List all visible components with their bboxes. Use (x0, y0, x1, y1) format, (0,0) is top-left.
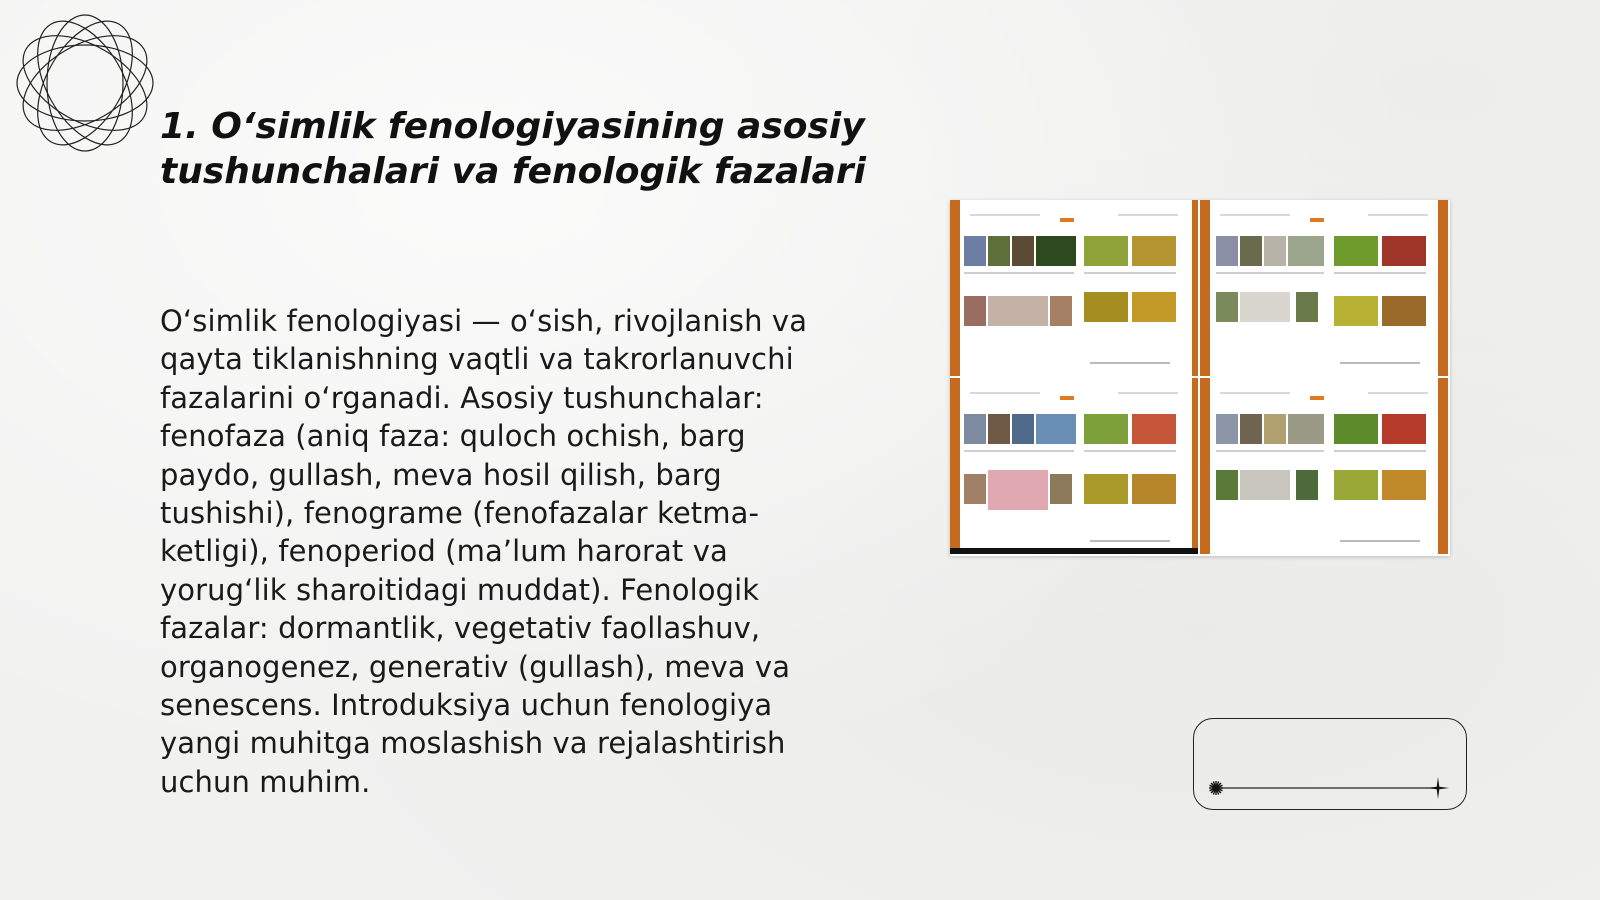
page-thumbnail (950, 200, 1198, 376)
slide-body-text: O‘simlik fenologiyasi — o‘sish, rivojlanish va qayta tiklanishning vaqtli va takrorlanuvchi fazalarini o‘rganadi. Asosiy tushunchalar: fenofaza (aniq faza: quloch ochish, barg paydo, gullash, meva hosil qilish, barg tushishi), fenograme (fenofazalar ketma-ketligi), fenoperiod (ma’lum harorat va yorug‘lik sharoitidagi muddat). Fenologik fazalar: dormantlik, vegetativ faollashuv, organogenez, generativ (gullash), meva va senescens. Introduksiya uchun fenologiya yangi muhitga moslashish va rejalashtirish uchun muhim. (160, 304, 808, 799)
page-thumbnail (1200, 378, 1448, 554)
rosette-ornament-icon (12, 10, 158, 156)
phenology-pages-image (950, 200, 1450, 556)
timeline-line (1200, 770, 1452, 800)
sun-burst-icon (1209, 781, 1223, 795)
slide-title: 1. O‘simlik fenologiyasining asosiy tushunchalari va fenologik fazalari (160, 106, 866, 192)
sparkle-star-icon (1427, 777, 1449, 799)
page-thumbnail (1200, 200, 1448, 376)
page-thumbnail (950, 378, 1198, 554)
